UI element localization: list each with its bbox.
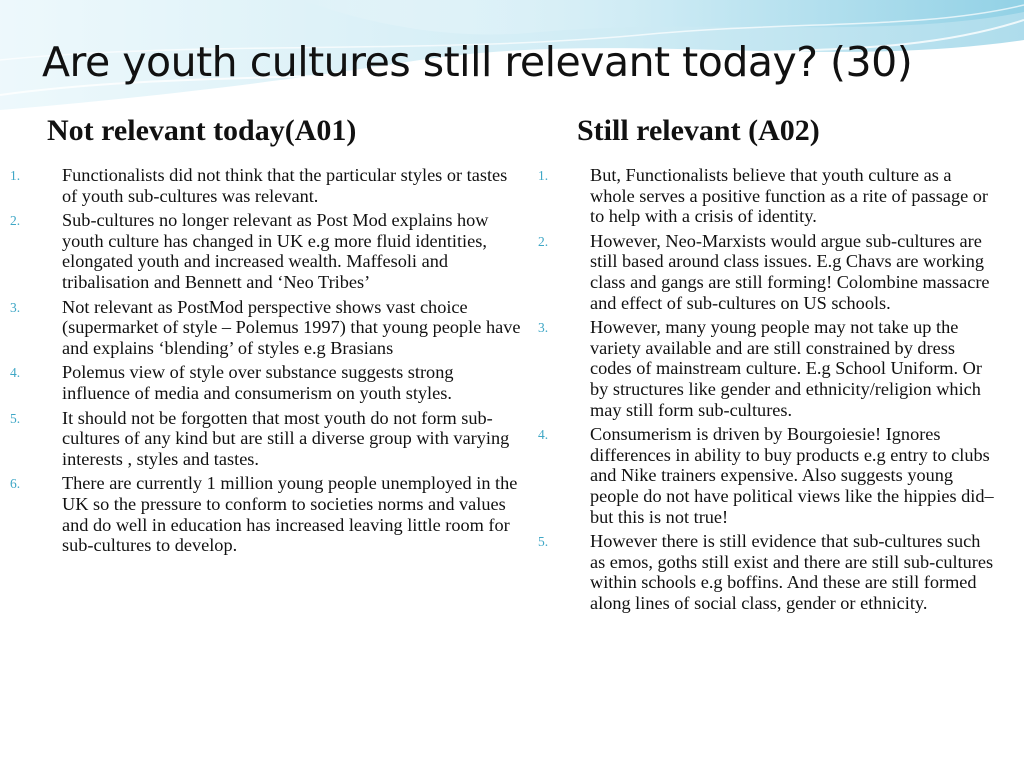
list-item (10, 407, 524, 470)
list-item (10, 362, 524, 403)
list-number: 4. (538, 427, 549, 443)
list-item-text: However, Neo-Marxists would argue sub-cultures are still based around class issues. E.g Chavs are working class and gangs are still forming! Colombine massacre and effect of sub-cultures on US schools. (590, 230, 990, 313)
list-item-text: There are currently 1 million young people unemployed in the UK so the pressure to conform to societies norms and values and do well in education has increased leaving little room for sub-cultures to develop. (62, 473, 518, 556)
list-number: 6. (10, 476, 21, 492)
list-number: 1. (538, 168, 549, 183)
list-item-text: Not relevant as PostMod perspective shows vast choice (supermarket of style – Polemus 1997) that young people have and explains ‘blending’ of styles e.g Brasians (62, 296, 521, 358)
list-item (538, 424, 994, 527)
list-item-text: But, Functionalists believe that youth culture as a whole serves a positive function as a rite of passage or to help with a crisis of identity. (590, 165, 989, 227)
slide-title: Are youth cultures still relevant today? (30) (42, 38, 913, 86)
list-number: 1. (10, 168, 21, 183)
left-column-heading: Not relevant today(A01) (47, 114, 357, 147)
right-list (538, 165, 994, 613)
right-column (538, 165, 994, 617)
list-item (10, 210, 524, 292)
list-item (538, 531, 994, 613)
list-item (10, 165, 524, 206)
left-column (10, 165, 524, 560)
list-item (10, 473, 524, 556)
list-number: 3. (538, 320, 549, 336)
list-item (538, 165, 994, 227)
list-item-text: Consumerism is driven by Bourgoiesie! Ignores differences in ability to buy products e.g entry to clubs and Nike trainers expensive. Also suggests young people do not have political views like the hippies did– but this is not true! (590, 424, 994, 527)
list-number: 5. (10, 410, 21, 426)
list-item-text: However there is still evidence that sub-cultures such as emos, goths still exist and there are still sub-cultures within schools e.g boffins. And these are still formed along lines of social class, gender or ethnicity. (590, 531, 994, 613)
list-item-text: Functionalists did not think that the particular styles or tastes of youth sub-cultures was relevant. (62, 165, 508, 206)
left-list (10, 165, 524, 556)
list-number: 4. (10, 365, 21, 381)
list-item (10, 296, 524, 359)
list-item-text: Polemus view of style over substance suggests strong influence of media and consumerism on youth styles. (62, 362, 454, 403)
list-number: 2. (10, 213, 21, 229)
right-column-heading: Still relevant (A02) (577, 114, 820, 147)
list-number: 5. (538, 534, 549, 550)
list-item-text: It should not be forgotten that most youth do not form sub-cultures of any kind but are still a diverse group with varying interests , styles and tastes. (62, 407, 510, 469)
list-item-text: Sub-cultures no longer relevant as Post Mod explains how youth culture has changed in UK e.g more fluid identities, elongated youth and increased wealth. Maffesoli and tribalisation and Bennett and ‘Neo Tribes’ (62, 210, 489, 292)
list-item (538, 230, 994, 313)
list-number: 2. (538, 233, 549, 249)
list-item (538, 317, 994, 420)
list-number: 3. (10, 299, 21, 315)
list-item-text: However, many young people may not take up the variety available and are still constrained by dress codes of mainstream culture. E.g School Uniform. Or by structures like gender and ethnicity/religion which may still form sub-cultures. (590, 317, 982, 420)
